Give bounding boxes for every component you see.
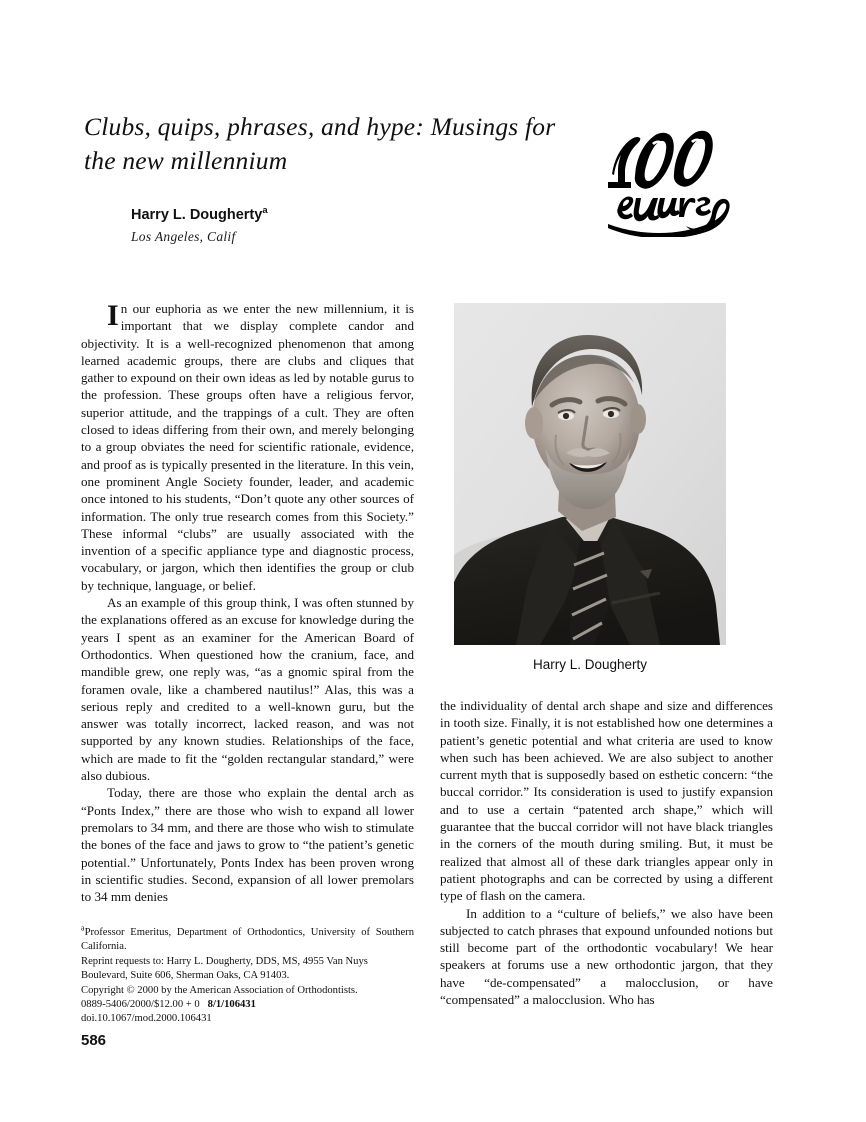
footnote-block: [81, 923, 414, 1027]
author-name: [131, 207, 268, 223]
paragraph-right-1: the individuality of dental arch shape and size and differences in tooth size. Finally, it is not established how one determines a patient’s genetic potential and what criteria are used to know when such has been achieved. We are also subject to another current myth that is supposedly based on esthetic concern: “the buccal corridor.” Its consideration is used to justify expansion and to use a certain “patented arch shape,” which will guarantee that the buccal corridor will not have black triangles in the corners of the mouth during smiling. But, it must be realized that almost all of these dark triangles appear only in patient photographs and can be corrected by using a different type of flash on the camera.: [440, 698, 773, 904]
paragraph-left-2: As an example of this group think, I was often stunned by the explanations offered as an excuse for knowledge during the years I spent as an examiner for the American Board of Orthodontics. When questioned how the cranium, face, and mandible grew, one reply was, “as a gnomic spiral from the foramen ovale, like a chambered nautilus!” Alas, this was a serious reply and credited to a well-known guru, but the answer was totally incorrect, lacked reason, and was not supported by any known studies. Relationships of the face, which are made to fit the “golden rectangular standard,” were also dubious.: [81, 595, 414, 784]
footnote-doi: doi.10.1067/mod.2000.106431: [81, 1013, 212, 1025]
body-text-right-column: [440, 697, 773, 1008]
footnote-issn: 0889-5406/2000/$12.00 + 0: [81, 999, 200, 1011]
paragraph-left-3: Today, there are those who explain the dental arch as “Ponts Index,” there are those who wish to expand all lower premolars to 34 mm, and there are those who wish to stimulate the bones of the face and jaws to grow to “the patient’s genetic potential.” Unfortunately, Ponts Index has been proven wrong in scientific studies. Second, expansion of all lower premolars to 34 mm denies: [81, 785, 414, 905]
author-affiliation-location: Los Angeles, Calif: [131, 229, 236, 244]
author-portrait-photo: [454, 303, 726, 645]
body-text-left-column: [81, 300, 414, 905]
footnote-copyright: Copyright © 2000 by the American Association of Orthodontists.: [81, 984, 358, 996]
hundred-years-logo-icon: [600, 112, 780, 237]
drop-cap: I: [107, 299, 119, 332]
footnote-marker: a: [81, 923, 85, 933]
photo-caption: Harry L. Dougherty: [532, 657, 648, 672]
page-number: 586: [81, 1032, 107, 1049]
footnote-reprint-requests: Reprint requests to: Harry L. Dougherty, DDS, MS, 4955 Van Nuys Boulevard, Suite 606, Sherman Oaks, CA 91403.: [81, 955, 368, 982]
footnote-affiliation-text: Professor Emeritus, Department of Orthodontics, University of Southern California.: [81, 927, 414, 953]
author-footnote-marker: a: [262, 205, 268, 217]
author-name-text: Harry L. Dougherty: [131, 207, 263, 223]
footnote-issn-line: [81, 998, 414, 1012]
paragraph-right-2: In addition to a “culture of beliefs,” we also have been subjected to catch phrases that expound unfounded notions but still become part of the orthodontic vocabulary! We hear speakers at forums use a new orthodontic jargon, that they have “de-compensated” a malocclusion, or have “compensated” a malocclusion. Who has: [440, 905, 773, 1008]
paragraph-left-1-text: n our euphoria as we enter the new millennium, it is important that we display complete candor and objectivity. It is a well-recognized phenomenon that among learned academic groups, there are clubs and cliques that gather to expound on their own ideas as led by notable gurus to the profession. These groups often have a religious fervor, superior attitude, and the trappings of a cult. They are often closed to ideas differing from their own, and merely belonging to a group obviates the need for scientific rationale, evidence, and proof as is typically presented in the literature. In this vein, one prominent Angle Society founder, leader, and academic once intoned to his students, “Don’t quote any other sources of information. The only true research comes from this Society.” These informal “clubs” are usually associated with the invention of a specific appliance type and diagnostic process, vocabulary, or jargon, which then identifies the group or club by technique, language, or belief.: [81, 301, 414, 593]
footnote-affiliation: [81, 923, 414, 955]
page-title: Clubs, quips, phrases, and hype: Musings for the new millennium: [84, 112, 556, 176]
paragraph-left-1: [81, 300, 414, 594]
footnote-issn-code: 8/1/106431: [207, 999, 256, 1011]
